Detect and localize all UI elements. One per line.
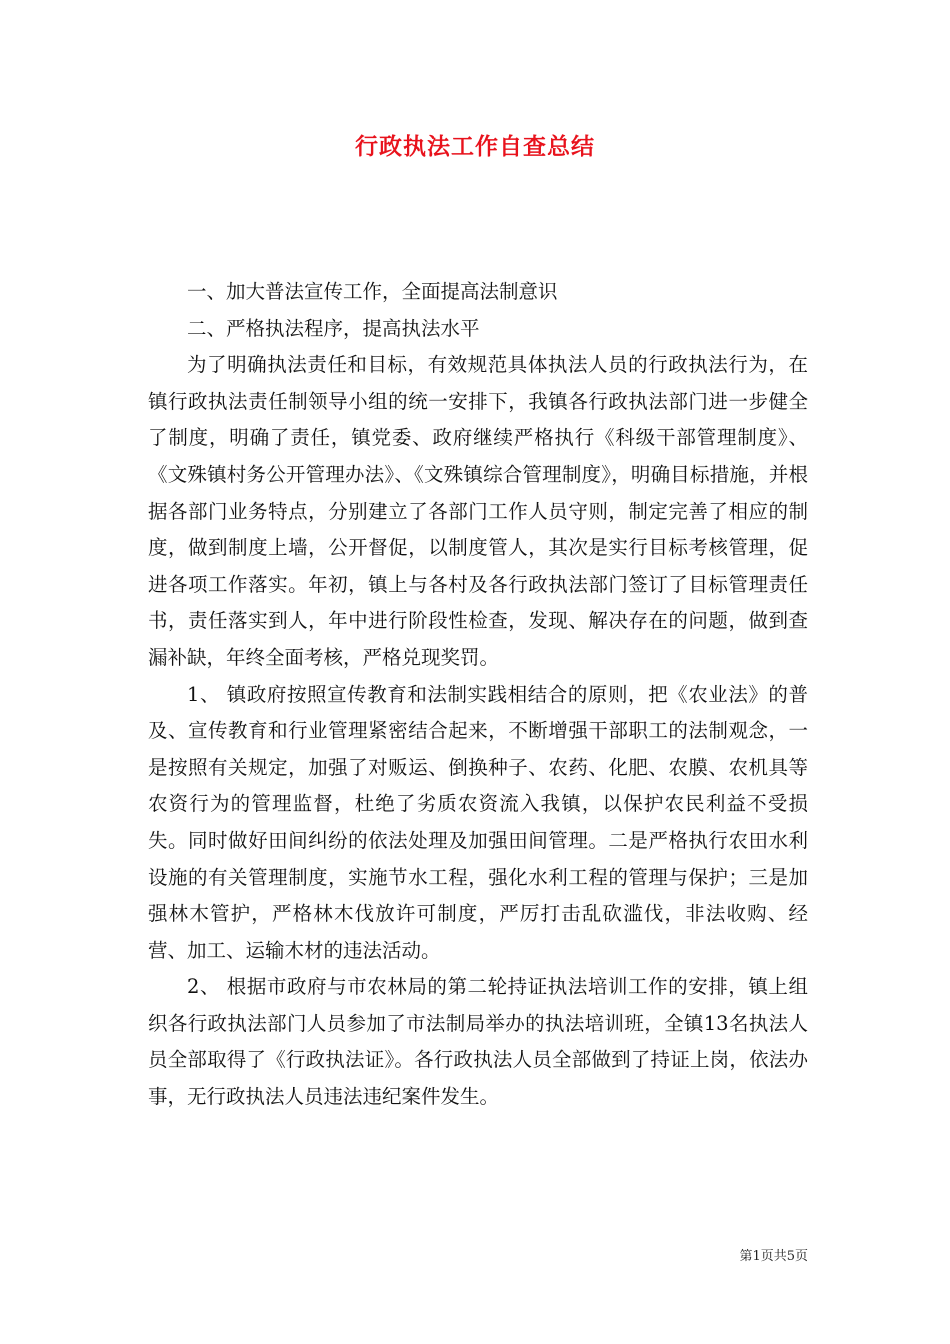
heading-2: 二、严格执法程序，提高执法水平 bbox=[187, 316, 480, 340]
page-number: 第1页共5页 bbox=[739, 1249, 808, 1264]
paragraph-item-1: 1、 镇政府按照宣传教育和法制实践相结合的原则，把《农业法》的普及、宣传教育和行业管理紧密结合起来，不断增强干部职工的法制观念，一是按照有关规定，加强了对贩运、倒换种子、农药、化肥、农膜、农机具等农资行为的管理监督，杜绝了劣质农资流入我镇，以保护农民利益不受损失。同时做好田间纠纷的依法处理及加强田间管理。二是严格执行农田水利设施的有关管理制度，实施节水工程，强化水利工程的管理与保护；三是加强林木管护，严格林木伐放许可制度，严厉打击乱砍滥伐，非法收购、经营、加工、运输木材的违法活动。 bbox=[148, 682, 808, 962]
paragraph-intro: 为了明确执法责任和目标，有效规范具体执法人员的行政执法行为，在镇行政执法责任制领导小组的统一安排下，我镇各行政执法部门进一步健全了制度，明确了责任，镇党委、政府继续严格执行《科级干部管理制度》、《文殊镇村务公开管理办法》、《文殊镇综合管理制度》，明确目标措施，并根据各部门业务特点，分别建立了各部门工作人员守则，制定完善了相应的制度，做到制度上墙，公开督促，以制度管人，其次是实行目标考核管理，促进各项工作落实。年初，镇上与各村及各行政执法部门签订了目标管理责任书，责任落实到人，年中进行阶段性检查，发现、解决存在的问题，做到查漏补缺，年终全面考核，严格兑现奖罚。 bbox=[148, 353, 808, 669]
paragraph-item-2: 2、 根据市政府与市农林局的第二轮持证执法培训工作的安排，镇上组织各行政执法部门人员参加了市法制局举办的执法培训班，全镇13名执法人员全部取得了《行政执法证》。各行政执法人员全部做到了持证上岗，依法办事，无行政执法人员违法违纪案件发生。 bbox=[148, 975, 808, 1109]
heading-1: 一、加大普法宣传工作，全面提高法制意识 bbox=[187, 280, 558, 303]
document-body bbox=[148, 274, 808, 1116]
document-title: 行政执法工作自查总结 bbox=[355, 133, 595, 160]
